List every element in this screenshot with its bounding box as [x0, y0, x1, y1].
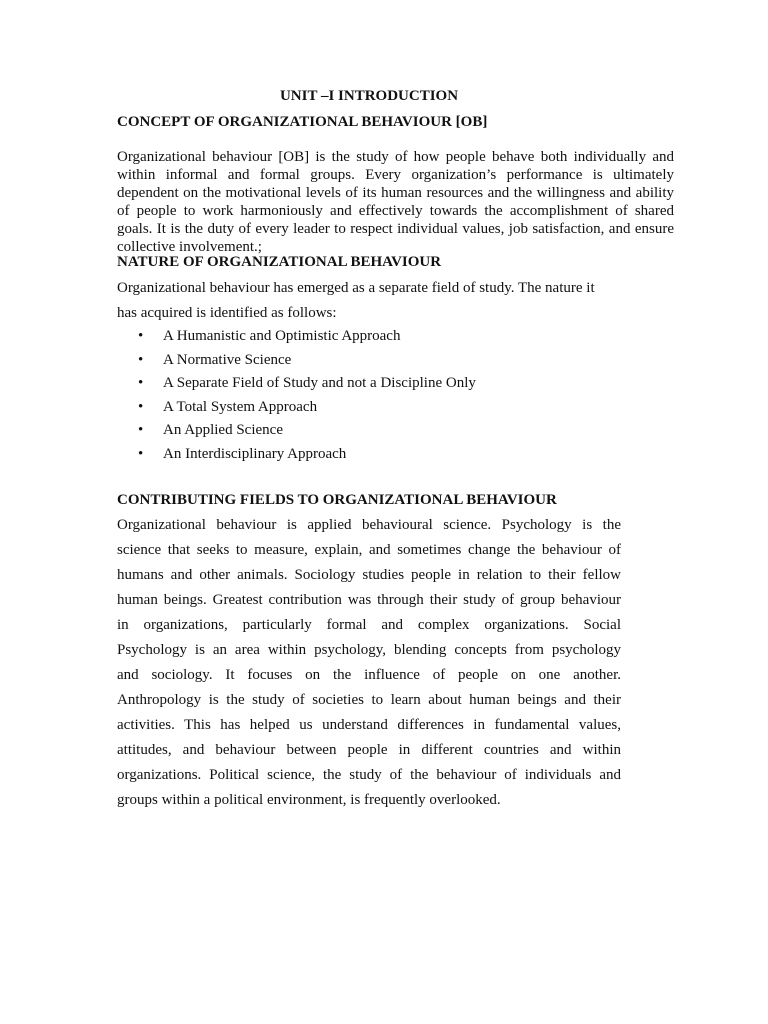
- contributing-line: and sociology. It focuses on the influence of people on one another.: [117, 667, 621, 683]
- contributing-line: Organizational behaviour is applied behavioural science. Psychology is the: [117, 517, 621, 533]
- concept-paragraph: Organizational behaviour [OB] is the study of how people behave both individually and within informal and formal groups. Every organization’s performance is ultimately dependent on the motivational levels of its human resources and the willingness and ability of people to work harmoniously and effectively towards the accomplishment of shared goals. It is the duty of every leader to respect individual values, job satisfaction, and ensure collective involvement.;: [117, 149, 674, 255]
- contributing-line: Anthropology is the study of societies to learn about human beings and their: [117, 692, 621, 708]
- concept-heading: CONCEPT OF ORGANIZATIONAL BEHAVIOUR [OB]: [117, 114, 488, 130]
- contributing-line: science that seeks to measure, explain, and sometimes change the behaviour of: [117, 542, 621, 558]
- nature-intro-line-1: Organizational behaviour has emerged as a separate field of study. The nature it: [117, 280, 595, 296]
- contributing-line: humans and other animals. Sociology studies people in relation to their fellow: [117, 567, 621, 583]
- contributing-line: Psychology is an area within psychology, blending concepts from psychology: [117, 642, 621, 658]
- list-item-text: An Interdisciplinary Approach: [163, 445, 347, 462]
- contributing-line: activities. This has helped us understand differences in fundamental values,: [117, 717, 621, 733]
- bullet-icon: •: [138, 422, 144, 439]
- list-item-text: A Total System Approach: [163, 398, 318, 415]
- unit-title: UNIT –I INTRODUCTION: [279, 88, 459, 104]
- bullet-icon: •: [138, 398, 144, 415]
- contributing-heading: CONTRIBUTING FIELDS TO ORGANIZATIONAL BEHAVIOUR: [117, 492, 557, 508]
- bullet-icon: •: [138, 328, 144, 344]
- list-item-text: A Normative Science: [163, 351, 292, 368]
- bullet-icon: •: [138, 445, 144, 462]
- contributing-line: attitudes, and behaviour between people in different countries and within: [117, 742, 621, 758]
- bullet-icon: •: [138, 375, 144, 392]
- nature-intro-line-2: has acquired is identified as follows:: [117, 305, 337, 321]
- nature-heading: NATURE OF ORGANIZATIONAL BEHAVIOUR: [117, 254, 442, 270]
- contributing-line: organizations. Political science, the study of the behaviour of individuals and: [117, 767, 621, 783]
- contributing-line: in organizations, particularly formal and complex organizations. Social: [117, 617, 621, 633]
- list-item-text: An Applied Science: [163, 422, 283, 439]
- bullet-icon: •: [138, 351, 144, 368]
- list-item-text: A Humanistic and Optimistic Approach: [163, 328, 401, 344]
- list-item-text: A Separate Field of Study and not a Discipline Only: [163, 375, 476, 392]
- contributing-line: groups within a political environment, is frequently overlooked.: [117, 792, 501, 808]
- contributing-line: human beings. Greatest contribution was through their study of group behaviour: [117, 592, 621, 608]
